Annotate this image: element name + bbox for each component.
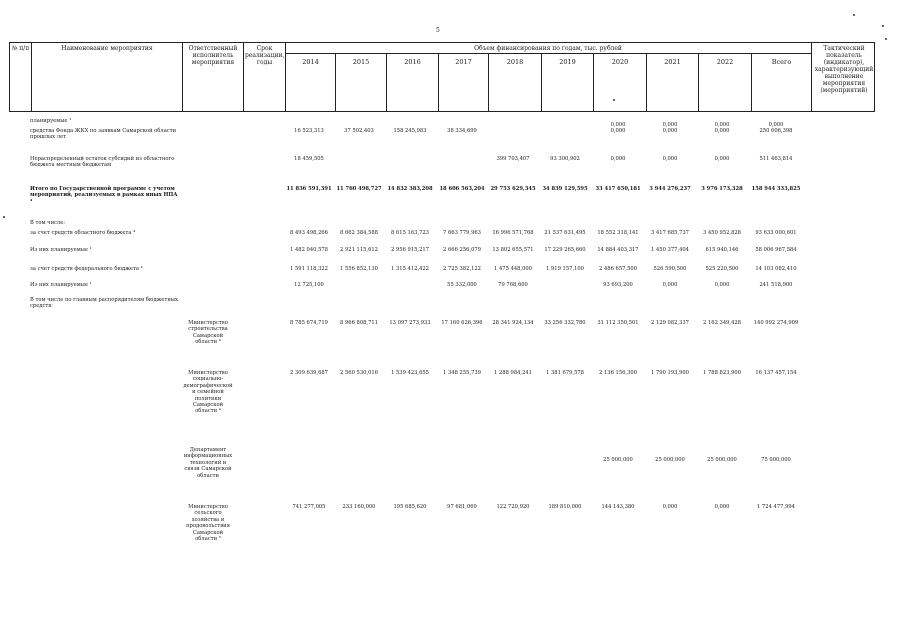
row-value: 1 591 118,322: [290, 266, 328, 272]
row-value: 37 502,403: [344, 128, 374, 134]
row-value: 12 725,100: [294, 282, 324, 288]
row-value: 33 417 650,181: [595, 186, 641, 192]
year-header: 2018: [506, 58, 524, 66]
row-value: 17 229 265,660: [544, 247, 586, 253]
row-value: 2 309 639,687: [290, 370, 328, 376]
row-label: Итого по Государственной программе с учетом мероприятий, реализуемых в рамках иных НПА ⁴: [30, 186, 178, 205]
row-value: 29 753 629,345: [490, 186, 536, 192]
row-value: 38 334,699: [447, 128, 477, 134]
row-value: 34 839 129,595: [542, 186, 588, 192]
row-value: 25 000,000: [603, 457, 633, 463]
row-label: планируемые ¹: [30, 118, 72, 124]
row-value: 250 606,398: [759, 128, 793, 134]
header-term: Срок реализации, годы: [245, 45, 285, 66]
year-header: 2020: [611, 58, 629, 66]
year-header: 2016: [404, 58, 421, 66]
row-value: 0,000: [610, 156, 626, 162]
row-value: 0,000: [662, 156, 678, 162]
row-value: 2 725 382,122: [443, 266, 481, 272]
row-value: 13 097 273,933: [389, 320, 431, 326]
row-value: 2 486 657,500: [599, 266, 637, 272]
row-value: 2 956 915,217: [391, 247, 429, 253]
row-value: 0,000: [714, 128, 730, 134]
row-value: 16 996 571,768: [492, 230, 534, 236]
year-header: 2022: [716, 58, 734, 66]
row-value: 525 220,500: [705, 266, 739, 272]
row-value: 0,000: [714, 156, 730, 162]
row-label: В том числе:: [30, 220, 66, 226]
row-value: 7 663 779,963: [443, 230, 481, 236]
row-value: 189 810,000: [548, 504, 582, 510]
row-value: 16 137 457,154: [755, 370, 797, 376]
row-value: 1 482 040,578: [290, 247, 328, 253]
row-value: 25 000,000: [707, 457, 737, 463]
row-value: 14 103 082,410: [755, 266, 797, 272]
header-indicator: Тактический показатель (индикатор), характеризующий выполнение мероприятия (мероприятий): [814, 45, 874, 94]
row-value: 2 921 115,612: [340, 247, 378, 253]
row-value: 195 685,620: [393, 504, 427, 510]
row-value: 1 288 984,241: [494, 370, 532, 376]
row-value: 233 160,000: [342, 504, 376, 510]
row-value: 28 341 924,134: [492, 320, 534, 326]
row-value: 21 537 631,495: [544, 230, 586, 236]
row-value: 0,000: [714, 122, 730, 128]
row-value: 3 976 173,328: [701, 186, 743, 192]
row-value: 31 112 350,501: [597, 320, 639, 326]
row-value: 11 836 591,391: [286, 186, 332, 192]
row-value: 0,000: [662, 128, 678, 134]
row-value: 18 552 318,141: [597, 230, 639, 236]
row-organization: Департамент информационных технологий и связи Самарской области: [183, 447, 233, 479]
row-label: средства Фонда ЖКХ по заявкам Самарской области прошлых лет: [30, 128, 177, 141]
row-value: 75 000,000: [761, 457, 791, 463]
year-header: 2021: [664, 58, 681, 66]
header-num: № п/п: [11, 45, 30, 52]
row-value: 3 944 276,237: [649, 186, 691, 192]
row-value: 2 129 082,337: [651, 320, 689, 326]
year-header: Всего: [771, 58, 792, 66]
row-value: 615 940,146: [705, 247, 739, 253]
row-value: 8 493 498,266: [290, 230, 328, 236]
row-value: 2 666 256,079: [443, 247, 481, 253]
row-value: 144 143,380: [601, 504, 635, 510]
header-finance: Объем финансирования по годам, тыс. рублей: [474, 45, 622, 52]
row-label: В том числе по главным распорядителям бюджетных средств:: [30, 297, 178, 310]
row-value: 1 475 448,000: [494, 266, 532, 272]
year-header: 2014: [302, 58, 319, 66]
row-value: 1 348 255,739: [443, 370, 481, 376]
row-value: 0,000: [662, 282, 678, 288]
row-value: 3 417 685,737: [651, 230, 689, 236]
row-label: Нераспределенный остаток субсидий из областного бюджета местным бюджетам: [30, 156, 175, 169]
year-header: 2019: [559, 58, 576, 66]
row-value: 8 785 674,719: [290, 320, 328, 326]
row-value: 93 633 000,601: [755, 230, 797, 236]
row-value: 13 802 655,571: [492, 247, 534, 253]
row-value: 1 788 823,900: [703, 370, 741, 376]
row-value: 2 136 156,300: [599, 370, 637, 376]
row-value: 8 966 808,711: [340, 320, 378, 326]
row-value: 58 006 967,584: [755, 247, 797, 253]
row-organization: Министерство сельского хозяйства и продовольствия Самарской области ⁵: [186, 504, 230, 543]
row-value: 33 256 332,780: [544, 320, 586, 326]
row-value: 0,000: [610, 122, 626, 128]
row-value: 3 450 952,828: [703, 230, 741, 236]
scan-speck: [882, 25, 884, 27]
scan-speck: [3, 216, 5, 218]
row-value: 18 606 563,204: [439, 186, 485, 192]
row-value: 1 556 852,130: [340, 266, 378, 272]
header-name: Наименование мероприятия: [61, 45, 153, 52]
year-header: 2017: [455, 58, 472, 66]
row-label: Из них планируемые ¹: [30, 247, 92, 253]
row-organization: Министерство социально-демографической и семейной политики Самарской области ⁴: [183, 370, 233, 415]
row-value: 97 681,069: [447, 504, 477, 510]
row-label: за счет средств областного бюджета ⁴: [30, 230, 136, 236]
row-value: 79 768,600: [498, 282, 528, 288]
table-header: [9, 42, 875, 112]
row-value: 8 662 384,588: [340, 230, 378, 236]
row-value: 526 590,500: [653, 266, 687, 272]
row-label: за счет средств федерального бюджета ⁴: [30, 266, 143, 272]
row-label: Из них планируемые ¹: [30, 282, 92, 288]
row-value: 0,000: [714, 504, 730, 510]
row-value: 1 315 412,422: [391, 266, 429, 272]
row-value: 0,000: [714, 282, 730, 288]
row-value: 17 160 626,396: [441, 320, 483, 326]
row-value: 0,000: [610, 128, 626, 134]
row-value: 55 332,000: [447, 282, 477, 288]
row-value: 511 463,814: [759, 156, 793, 162]
row-value: 1 539 423,655: [391, 370, 429, 376]
row-value: 8 615 163,723: [391, 230, 429, 236]
row-value: 93 300,902: [550, 156, 580, 162]
row-value: 11 760 498,727: [336, 186, 382, 192]
row-value: 93 693,200: [603, 282, 633, 288]
row-value: 399 703,407: [496, 156, 530, 162]
row-value: 1 790 193,900: [651, 370, 689, 376]
row-value: 18 459,505: [294, 156, 324, 162]
row-value: 2 162 349,428: [703, 320, 741, 326]
row-value: 122 720,920: [496, 504, 530, 510]
row-value: 2 560 530,016: [340, 370, 378, 376]
row-value: 158 245,983: [393, 128, 427, 134]
year-header: 2015: [352, 58, 370, 66]
header-responsible: Ответственный исполнитель мероприятия: [188, 45, 238, 66]
page-number: 5: [436, 27, 440, 34]
row-value: 1 724 477,994: [757, 504, 795, 510]
row-value: 14 884 403,317: [597, 247, 639, 253]
row-value: 0,000: [768, 122, 784, 128]
row-value: 0,000: [662, 122, 678, 128]
row-value: 1 919 157,100: [546, 266, 584, 272]
row-value: 25 000,000: [655, 457, 685, 463]
row-value: 140 992 274,909: [753, 320, 799, 326]
row-value: 1 450 377,404: [651, 247, 689, 253]
row-value: 741 277,005: [292, 504, 326, 510]
row-organization: Министерство строительства Самарской области ⁴: [188, 320, 228, 346]
row-value: 16 523,313: [294, 128, 324, 134]
row-value: 158 944 333,825: [751, 186, 801, 192]
row-value: 1 381 679,578: [546, 370, 584, 376]
scan-speck: [853, 14, 855, 16]
row-value: 241 518,900: [759, 282, 793, 288]
row-value: 14 832 383,208: [387, 186, 433, 192]
row-value: 0,000: [662, 504, 678, 510]
scan-speck: [885, 38, 887, 40]
